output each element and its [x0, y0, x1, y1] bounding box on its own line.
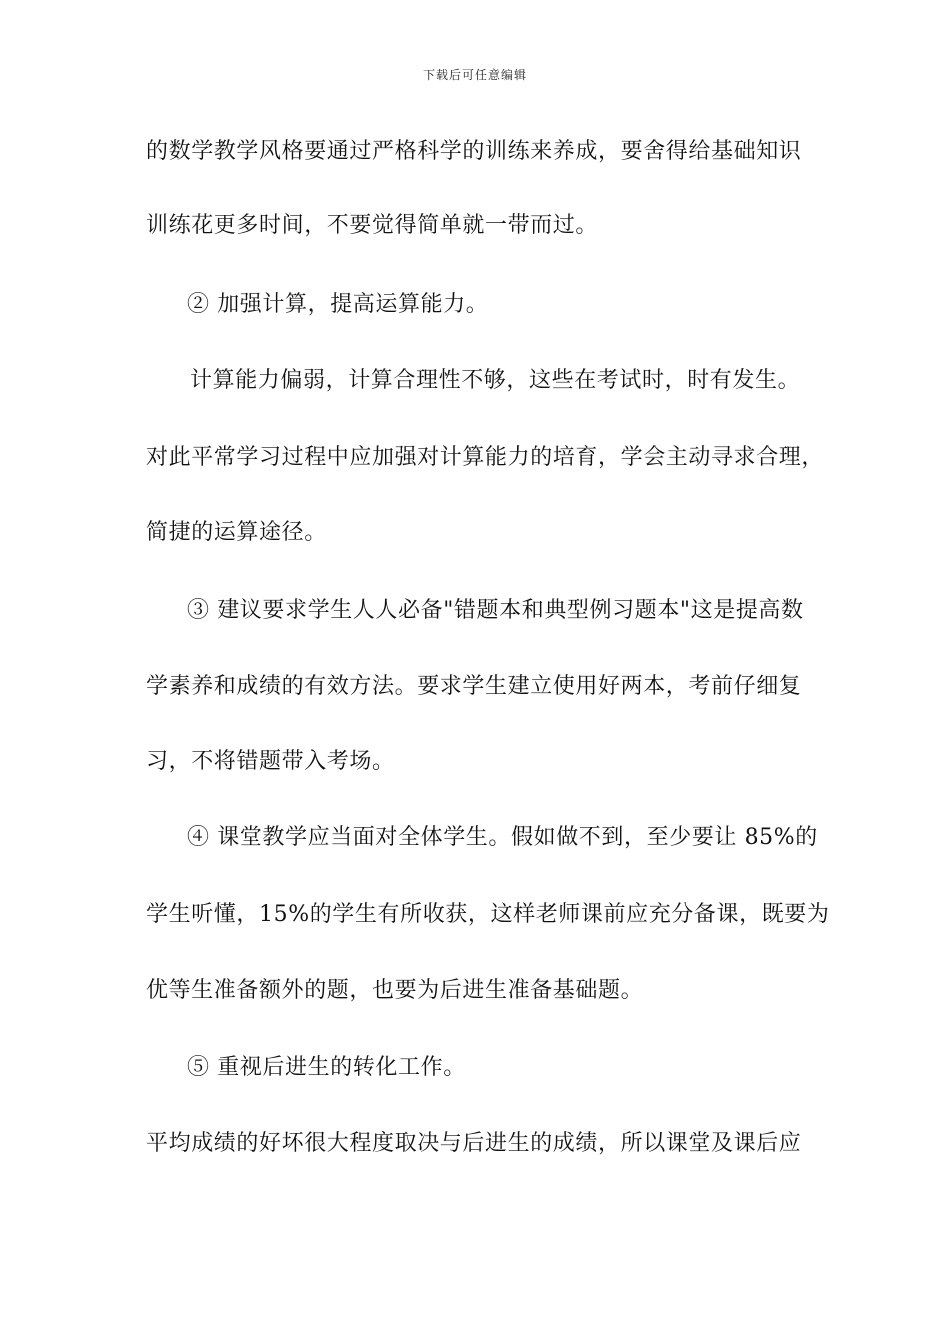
- paragraph-line: 习，不将错题带入考场。: [146, 749, 395, 774]
- page-header: 下载后可任意编辑: [422, 68, 527, 82]
- paragraph-line: 简捷的运算途径。: [146, 520, 327, 545]
- paragraph-line: 训练花更多时间，不要觉得简单就一带而过。: [146, 213, 599, 238]
- paragraph-line: 学生听懂，15%的学生有所收获，这样老师课前应充分备课，既要为: [146, 902, 830, 927]
- paragraph-line: 学素养和成绩的有效方法。要求学生建立使用好两本，考前仔细复: [146, 674, 802, 699]
- numbered-item-heading: ④ 课堂教学应当面对全体学生。假如做不到，至少要让 85%的: [187, 825, 818, 850]
- paragraph-line: 的数学教学风格要通过严格科学的训练来养成，要舍得给基础知识: [146, 139, 802, 164]
- numbered-item-heading: ⑤ 重视后进生的转化工作。: [187, 1055, 466, 1080]
- paragraph-line: 平均成绩的好坏很大程度取决与后进生的成绩，所以课堂及课后应: [146, 1131, 802, 1156]
- numbered-item-heading: ② 加强计算，提高运算能力。: [187, 292, 489, 317]
- paragraph-line: 优等生准备额外的题，也要为后进生准备基础题。: [146, 978, 644, 1003]
- paragraph-line: 计算能力偏弱，计算合理性不够，这些在考试时，时有发生。: [190, 368, 801, 393]
- paragraph-line: 对此平常学习过程中应加强对计算能力的培育，学会主动寻求合理，: [146, 445, 825, 470]
- numbered-item-heading: ③ 建议要求学生人人必备"错题本和典型例习题本"这是提高数: [187, 598, 804, 623]
